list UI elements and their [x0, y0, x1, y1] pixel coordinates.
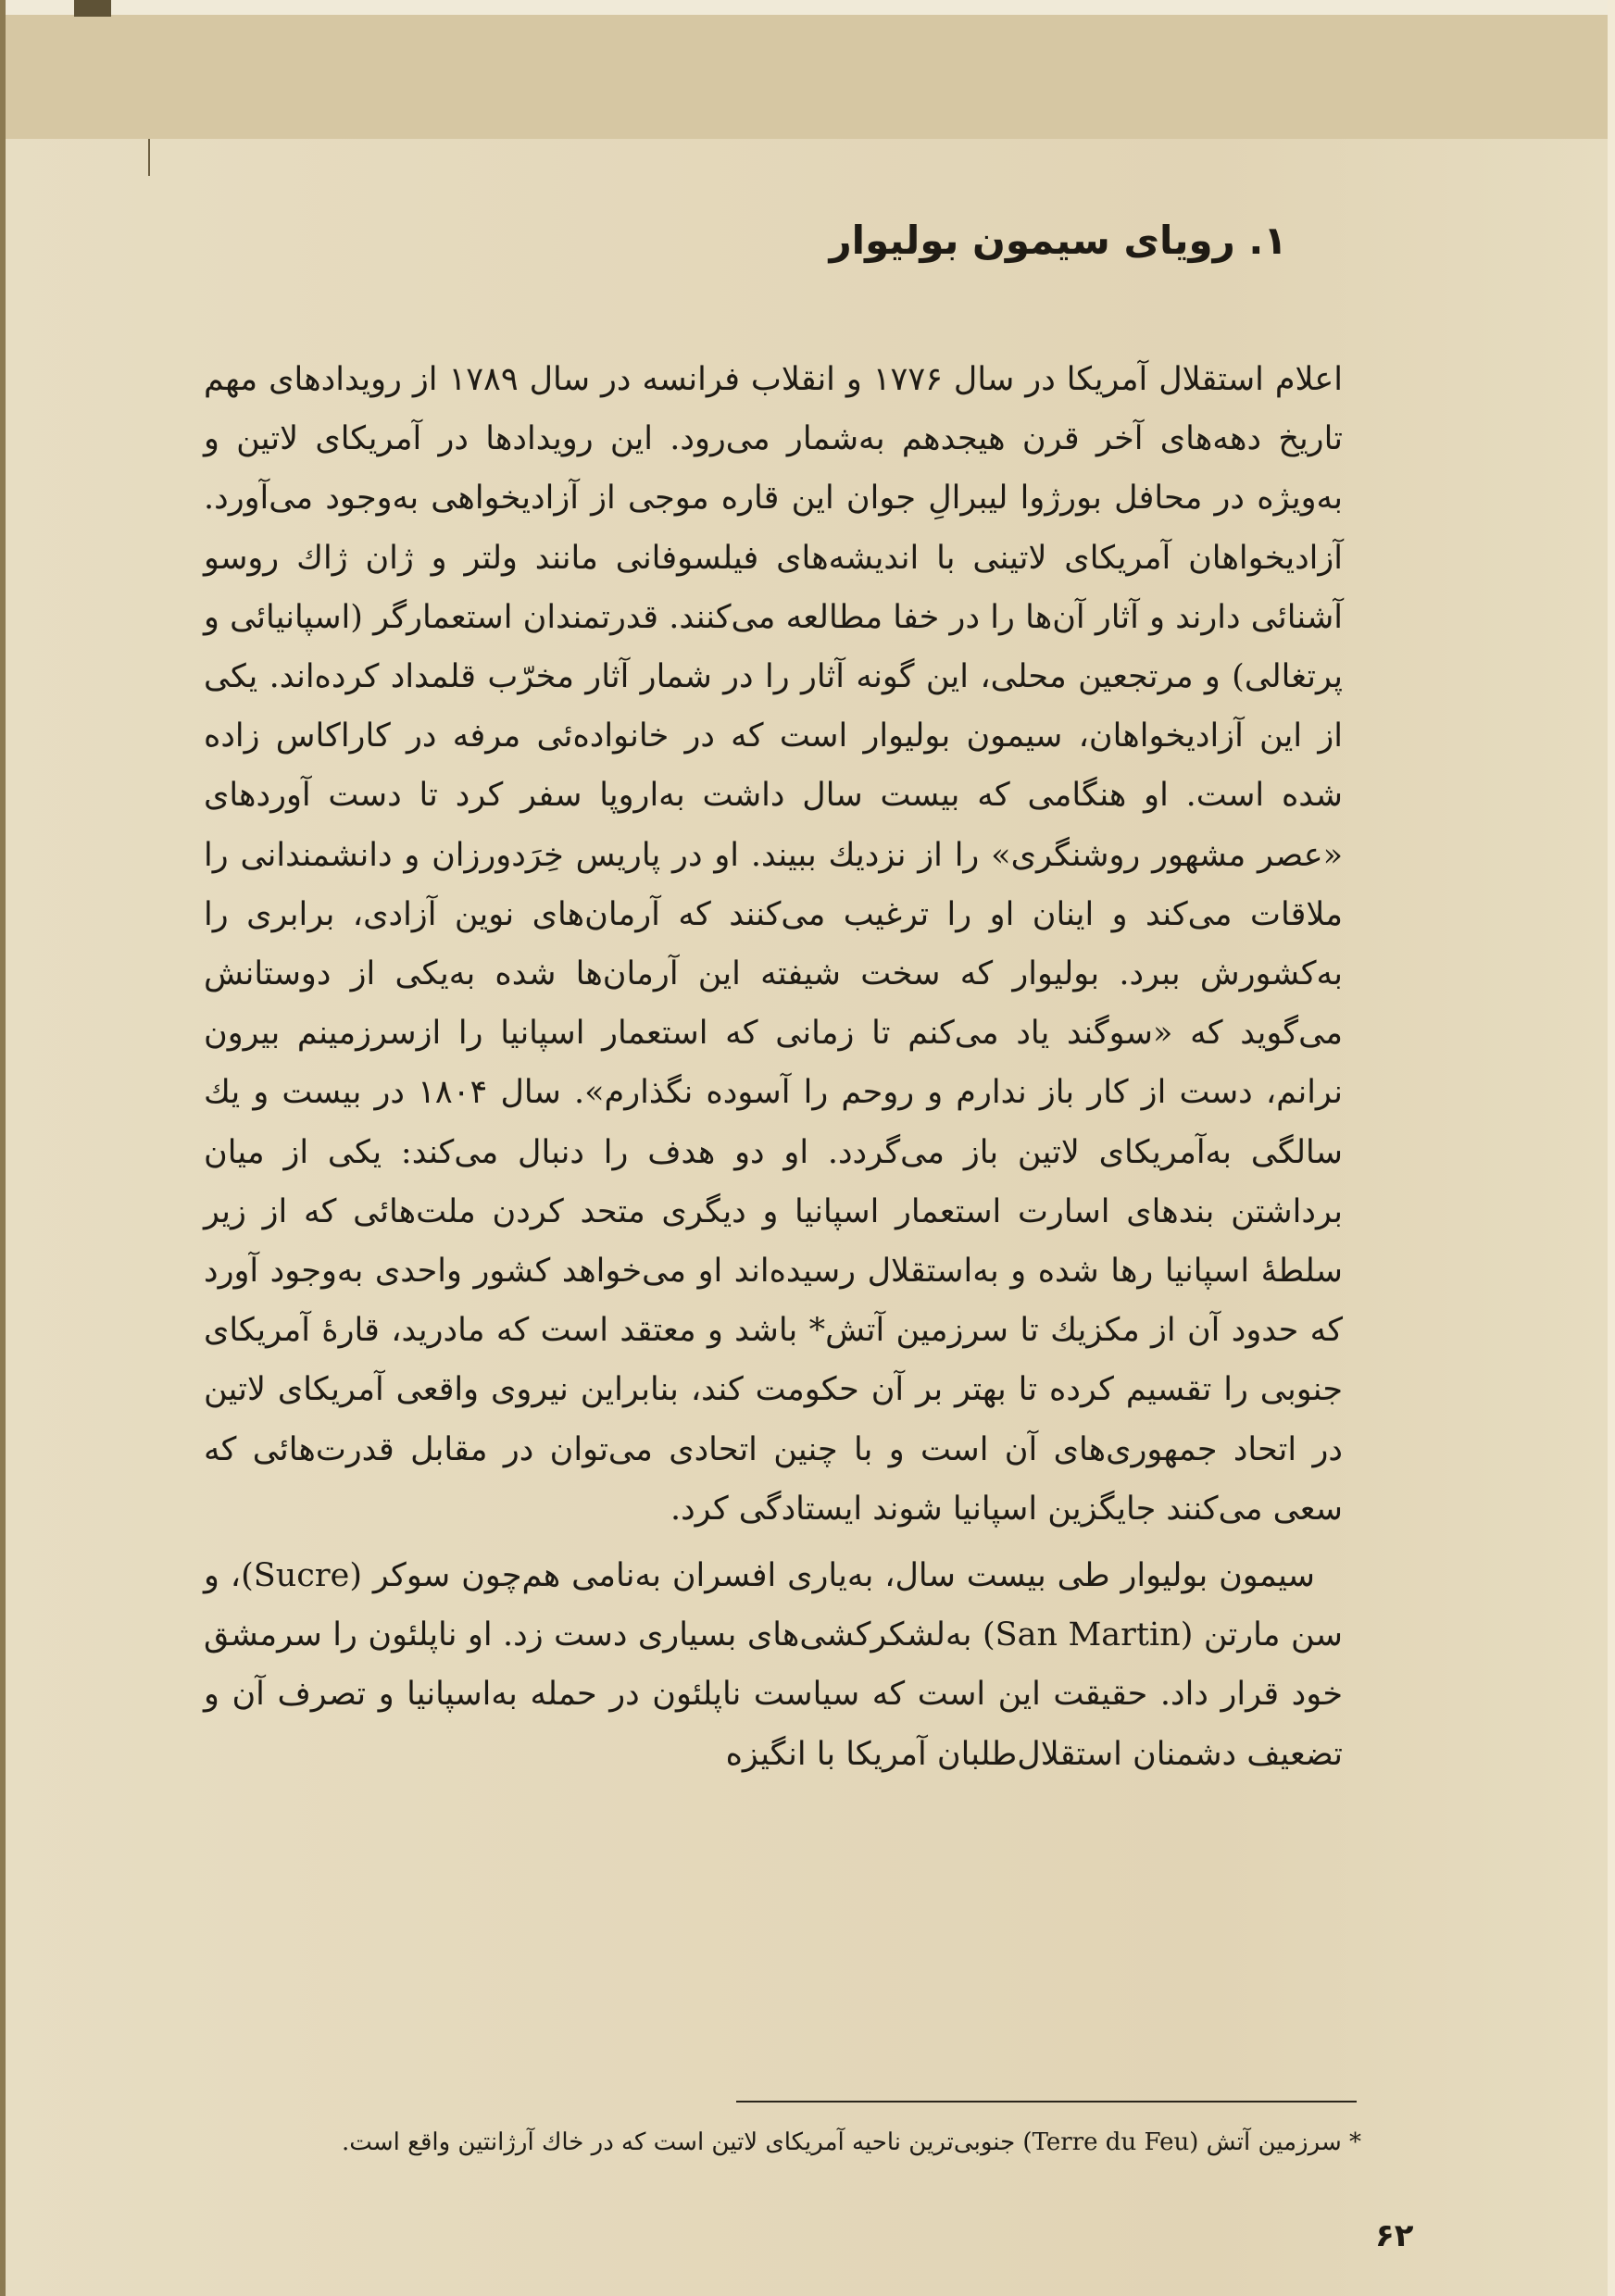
binding-mark [74, 0, 111, 17]
body-paragraph-2: سیمون بولیوار طی بیست سال، به‌یاری افسران به‌نامی هم‌چون سوکر (Sucre)، و سن مارتن (San Martin) به‌لشکرکشی‌های بسیاری دست زد. او ناپلئون را سرمشق خود قرار داد. حقیقت این است که سیاست ناپلئون در حمله به‌اسپانیا و تصرف آن و تضعیف دشمنان استقلال‌طلبان آمریکا با انگیزه [204, 1557, 1343, 1773]
top-shadow-band [0, 0, 1615, 139]
footnote-divider [736, 2101, 1357, 2103]
page-number: ۶۲ [1375, 2217, 1414, 2254]
right-edge-highlight [1608, 0, 1615, 2296]
gutter-mark [148, 139, 150, 176]
left-edge-shadow [0, 0, 6, 2296]
page-top-edge [0, 0, 1615, 15]
text-block [204, 213, 1343, 1784]
body-paragraph-1: اعلام استقلال آمریکا در سال ۱۷۷۶ و انقلاب فرانسه در سال ۱۷۸۹ از رویدادهای مهم تاریخ دهه‌های آخر قرن هیجدهم به‌شمار می‌رود. این رویدادها در آمریکای لاتین و به‌ویژه در محافل بورژوا لیبرالِ جوان این قاره موجی از آزادیخواهی به‌وجود می‌آورد. آزادیخواهان آمریکای لاتینی با اندیشه‌های فیلسوفانی مانند ولتر و ژان ژاك روسو آشنائی دارند و آثار آن‌ها را در خفا مطالعه می‌کنند. قدرتمندان استعمارگر (اسپانیائی و پرتغالی) و مرتجعین محلی، این گونه آثار را در شمار آثار مخرّب قلمداد کرده‌اند. یکی از این آزادیخواهان، سیمون بولیوار است که در خانواده‌ئی مرفه در کاراکاس زاده شده است. او هنگامی که بیست سال داشت به‌اروپا سفر کرد تا دست آوردهای «عصر مشهور روشنگری» را از نزدیك ببیند. او در پاریس خِرَدورزان و دانشمندانی را ملاقات می‌کند و اینان او را ترغیب می‌کنند که آرمان‌های نوین آزادی، برابری را به‌کشورش ببرد. بولیوار که سخت شیفته این آرمان‌ها شده به‌یکی از دوستانش می‌گوید که «سوگند یاد می‌کنم تا زمانی که استعمار اسپانیا را ازسرزمینم بیرون نرانم، دست از کار باز ندارم و روحم را آسوده نگذارم». سال ۱۸۰۴ در بیست و یك سالگی به‌آمریکای لاتین باز می‌گردد. او دو هدف را دنبال می‌کند: یکی از میان برداشتن بندهای اسارت استعمار اسپانیا و دیگری متحد کردن ملت‌هائی که از زیر سلطهٔ اسپانیا رها شده و به‌استقلال رسیده‌اند او می‌خواهد کشور واحدی به‌وجود آورد که حدود آن از مکزیك تا سرزمین آتش* باشد و معتقد است که مادرید، قارهٔ آمریکای جنوبی را تقسیم کرده تا بهتر بر آن حکومت کند، بنابراین نیروی واقعی آمریکای لاتین در اتحاد جمهوری‌های آن است و با چنین اتحادی می‌توان در مقابل قدرت‌هائی که سعی می‌کنند جایگزین اسپانیا شوند ایستادگی کرد. [204, 361, 1343, 1528]
footnote: * سرزمین آتش (Terre du Feu) جنوبی‌ترین ناحیه آمریکای لاتین است که در خاك آرژانتین واقع است. [342, 2128, 1361, 2156]
chapter-title: ۱. رویای سیمون بولیوار [829, 218, 1287, 263]
